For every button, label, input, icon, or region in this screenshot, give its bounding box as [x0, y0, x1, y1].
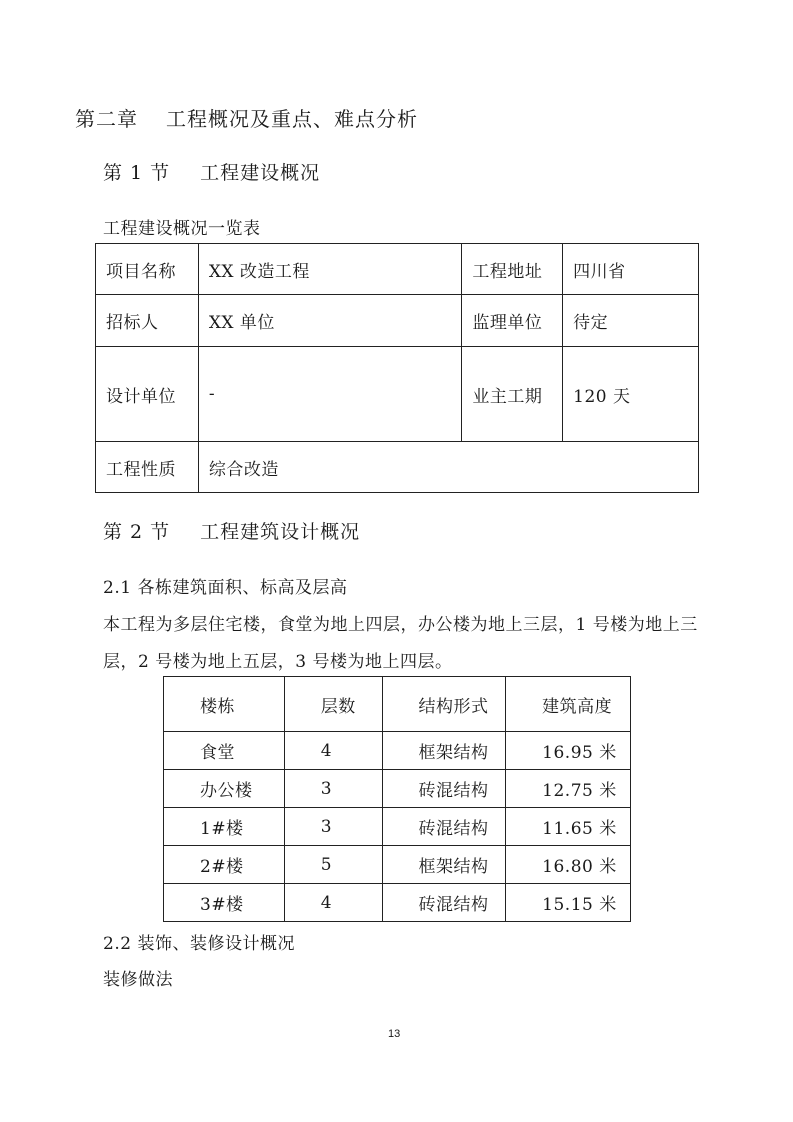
column-header: 结构形式: [382, 677, 506, 732]
table-cell: 项目名称: [96, 244, 199, 295]
subsection-2-1-heading: 2.1 各栋建筑面积、标高及层高: [103, 578, 348, 598]
table-cell: 四川省: [563, 244, 699, 295]
column-header: 建筑高度: [506, 677, 631, 732]
table-cell: 设计单位: [96, 347, 199, 442]
table-row: [164, 846, 631, 884]
table-cell: 1#楼: [164, 808, 285, 846]
table-cell: 12.75 米: [506, 770, 631, 808]
table-cell: 砖混结构: [382, 884, 506, 922]
chapter-heading: [75, 103, 418, 132]
paragraph-line-1: 本工程为多层住宅楼，食堂为地上四层，办公楼为地上三层，1 号楼为地上三: [103, 615, 698, 635]
table-row: [96, 244, 699, 295]
table-cell: 砖混结构: [382, 808, 506, 846]
table-cell: 招标人: [96, 295, 199, 347]
decoration-heading: 装修做法: [103, 970, 173, 990]
table-cell: 工程性质: [96, 442, 199, 493]
table-cell: 16.80 米: [506, 846, 631, 884]
table-cell: 3: [284, 770, 382, 808]
table-cell: 砖混结构: [382, 770, 506, 808]
table-cell: 4: [284, 732, 382, 770]
table-cell: 业主工期: [462, 347, 563, 442]
building-table: [163, 676, 631, 922]
table-cell: 办公楼: [164, 770, 285, 808]
table-row: [96, 442, 699, 493]
page-number: 13: [388, 1028, 401, 1040]
chapter-title: 工程概况及重点、难点分析: [166, 107, 418, 131]
table-cell: 2#楼: [164, 846, 285, 884]
table-cell: -: [198, 347, 462, 442]
subsection-2-2-heading: 2.2 装饰、装修设计概况: [103, 934, 295, 954]
table-header-row: [164, 677, 631, 732]
section-1-title: 工程建设概况: [200, 162, 321, 184]
table-row: [96, 295, 699, 347]
section-2-title: 工程建筑设计概况: [200, 521, 361, 543]
table-cell: 11.65 米: [506, 808, 631, 846]
table-cell: 16.95 米: [506, 732, 631, 770]
column-header: 楼栋: [164, 677, 285, 732]
table-cell: 工程地址: [462, 244, 563, 295]
section-1-label: 第 1 节: [103, 162, 171, 184]
table-cell: 监理单位: [462, 295, 563, 347]
section-2-heading: [103, 517, 360, 544]
overview-table-caption: 工程建设概况一览表: [103, 219, 261, 239]
table-cell: XX 单位: [198, 295, 462, 347]
paragraph-line-2: 层，2 号楼为地上五层，3 号楼为地上四层。: [103, 652, 453, 672]
table-cell: 3#楼: [164, 884, 285, 922]
table-cell: XX 改造工程: [198, 244, 462, 295]
table-cell: 食堂: [164, 732, 285, 770]
table-cell: 15.15 米: [506, 884, 631, 922]
section-2-label: 第 2 节: [103, 521, 171, 543]
table-cell: 120 天: [563, 347, 699, 442]
table-row: [164, 808, 631, 846]
table-cell: 待定: [563, 295, 699, 347]
overview-table: [95, 243, 699, 493]
chapter-label: 第二章: [75, 107, 138, 131]
table-row: [164, 884, 631, 922]
table-cell: 综合改造: [198, 442, 698, 493]
table-row: [164, 770, 631, 808]
table-cell: 3: [284, 808, 382, 846]
section-1-heading: [103, 158, 320, 185]
column-header: 层数: [284, 677, 382, 732]
table-cell: 框架结构: [382, 732, 506, 770]
table-cell: 5: [284, 846, 382, 884]
table-row: [96, 347, 699, 442]
table-row: [164, 732, 631, 770]
table-cell: 框架结构: [382, 846, 506, 884]
table-cell: 4: [284, 884, 382, 922]
